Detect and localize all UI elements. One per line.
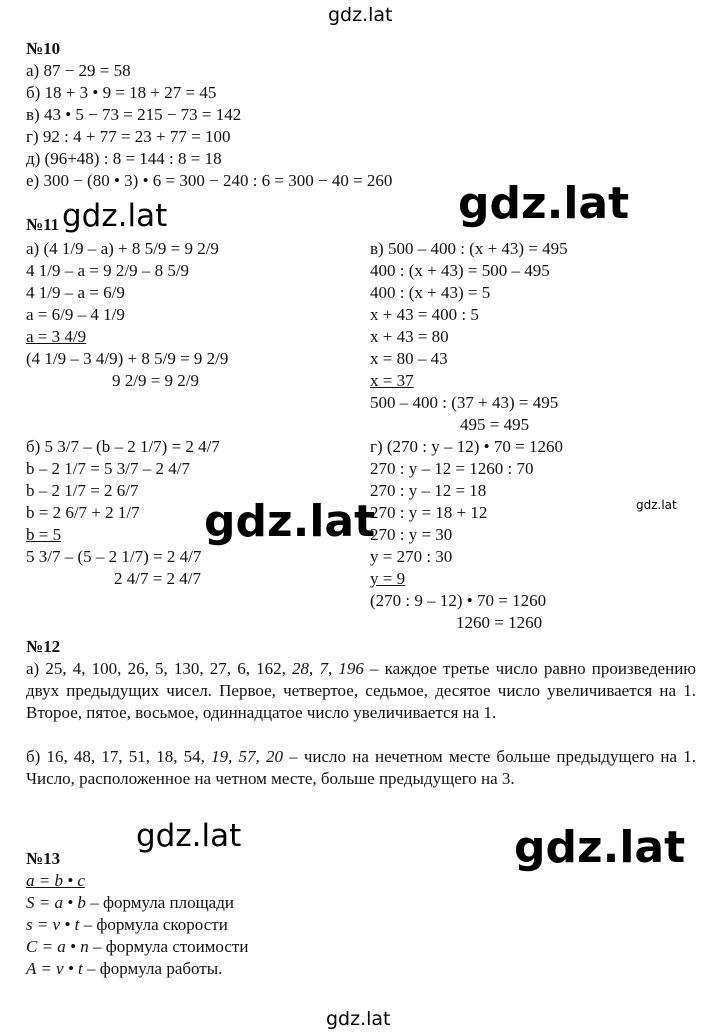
task-11v-check: 500 – 400 : (37 + 43) = 495 [370,393,559,412]
task-13-desc: – формула стоимости [88,937,249,956]
task-12b-paragraph [26,746,696,790]
task-11a-check: (4 1/9 – 3 4/9) + 8 5/9 = 9 2/9 [26,349,229,368]
task-13-row [26,892,234,914]
task-13-formula: C = a • n [26,937,89,956]
task-11g-line: 270 : y – 12 = 1260 : 70 [370,459,534,478]
task-12a-italic: 28, 7, 196 [292,659,364,678]
task-11v-line: x = 80 – 43 [370,349,448,368]
task-11v-line: 400 : (x + 43) = 500 – 495 [370,261,550,280]
task-11a-answer: a = 3 4/9 [26,327,87,346]
task-11a-line: 4 1/9 – a = 6/9 [26,283,125,302]
task-11v-answer: x = 37 [370,371,414,390]
watermark-big-right: gdz.lat [458,178,630,229]
task-10-line: д) (96+48) : 8 = 144 : 8 = 18 [26,149,222,168]
task-12b-italic: 19, 57, 20 [211,747,283,766]
task-13-formula: s = v • t [26,915,80,934]
watermark-bottom: gdz.lat [326,1008,391,1030]
task-11g-check: (270 : 9 – 12) • 70 = 1260 [370,591,547,610]
task-12-heading: №12 [26,637,61,656]
task-11v-line: 400 : (x + 43) = 5 [370,283,491,302]
task-11a-line: a = 6/9 – 4 1/9 [26,305,125,324]
task-11g-line: 270 : y = 30 [370,525,453,544]
task-11g-line: y = 270 : 30 [370,547,453,566]
task-10-line: в) 43 • 5 − 73 = 215 − 73 = 142 [26,105,242,124]
task-11v-check-result: 495 = 495 [460,415,530,434]
task-10-line: г) 92 : 4 + 77 = 23 + 77 = 100 [26,127,231,146]
watermark-low-left: gdz.lat [136,818,242,854]
task-13-heading: №13 [26,849,61,868]
task-12b-rest: – число на нечетном месте больше предыдущего на 1. Число, расположенное на четном месте, больше предыдущего на 3. [26,747,697,788]
task-11a-line: а) (4 1/9 – a) + 8 5/9 = 9 2/9 [26,239,219,258]
watermark-small-right: gdz.lat [636,498,677,512]
task-11g-line: 270 : y – 12 = 18 [370,481,487,500]
task-11v-line: x + 43 = 80 [370,327,449,346]
task-13-formula: A = v • t [26,959,83,978]
task-11v-line: x + 43 = 400 : 5 [370,305,479,324]
task-11a-check-result: 9 2/9 = 9 2/9 [112,371,200,390]
task-13-formula: S = a • b [26,893,86,912]
task-12a-rest: – каждое третье число равно произведению двух предыдущих чисел. Первое, четвертое, седьмое, десятое число увеличивается на 1. Второе, пятое, восьмое, одиннадцатое число увеличивается на 1. [26,659,697,722]
task-13-row [26,958,222,980]
task-11g-check-result: 1260 = 1260 [456,613,543,632]
task-12a-paragraph [26,658,696,724]
task-11g-line: г) (270 : y – 12) • 70 = 1260 [370,437,563,456]
task-11b-line: б) 5 3/7 – (b – 2 1/7) = 2 4/7 [26,437,220,456]
task-11g-answer: y = 9 [370,569,406,588]
task-11v-line: в) 500 – 400 : (x + 43) = 495 [370,239,568,258]
task-11b-line: b – 2 1/7 = 2 6/7 [26,481,139,500]
task-13-row [26,914,228,936]
task-11a-line: 4 1/9 – a = 9 2/9 – 8 5/9 [26,261,190,280]
task-10-heading: №10 [26,39,61,58]
task-10-line: б) 18 + 3 • 9 = 18 + 27 = 45 [26,83,217,102]
task-13-formula: a = b • c [26,871,85,890]
task-13-desc: – формула скорости [79,915,228,934]
task-10-line: а) 87 − 29 = 58 [26,61,131,80]
task-12a-start: а) 25, 4, 100, 26, 5, 130, 27, 6, 162, [26,659,293,678]
watermark-low-right: gdz.lat [514,822,686,873]
task-12b-start: б) 16, 48, 17, 51, 18, 54, [26,747,212,766]
watermark-mid-left: gdz.lat [62,198,168,234]
task-11b-line: b – 2 1/7 = 5 3/7 – 2 4/7 [26,459,191,478]
task-11b-line: b = 2 6/7 + 2 1/7 [26,503,140,522]
task-13-row [26,936,248,958]
task-10-line: е) 300 − (80 • 3) • 6 = 300 − 240 : 6 = 300 − 40 = 260 [26,171,393,190]
task-11g-line: 270 : y = 18 + 12 [370,503,488,522]
watermark-big-center: gdz.lat [204,496,376,547]
task-11-heading: №11 [26,215,60,234]
task-11b-check-result: 2 4/7 = 2 4/7 [114,569,202,588]
task-11b-check: 5 3/7 – (5 – 2 1/7) = 2 4/7 [26,547,202,566]
task-11b-answer: b = 5 [26,525,62,544]
watermark-top: gdz.lat [328,4,393,26]
task-13-desc: – формула площади [85,893,234,912]
task-13-desc: – формула работы. [82,959,223,978]
